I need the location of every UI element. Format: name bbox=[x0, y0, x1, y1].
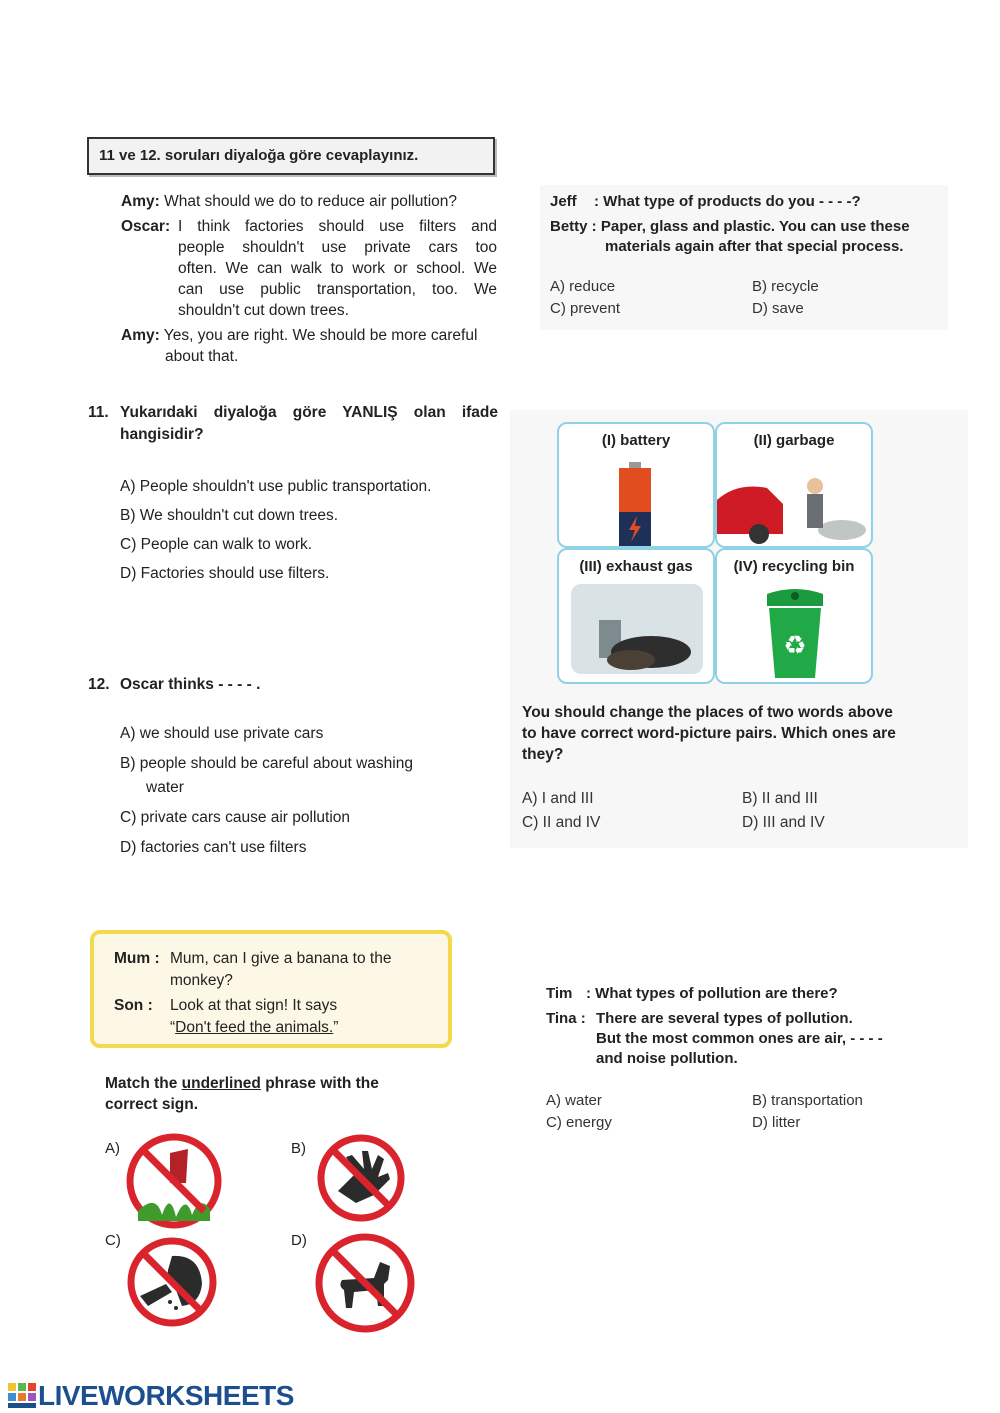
speaker-amy: Amy: bbox=[121, 327, 160, 344]
question-text: to have correct word-picture pairs. Which ones are bbox=[522, 725, 896, 742]
question-text: Match the bbox=[105, 1075, 182, 1092]
speaker-amy: Amy: bbox=[121, 193, 160, 210]
liveworksheets-logo bbox=[8, 1380, 294, 1412]
question-11 bbox=[88, 402, 498, 446]
sign-option-label: C) bbox=[105, 1232, 121, 1249]
answer-option[interactable]: C) private cars cause air pollution bbox=[120, 809, 351, 826]
quote-mark: “ bbox=[170, 1019, 176, 1036]
jeff-betty-panel bbox=[540, 185, 948, 330]
question-text: hangisidir? bbox=[120, 426, 204, 443]
answer-option[interactable]: D) save bbox=[752, 300, 804, 317]
question-text: phrase with the bbox=[260, 1075, 379, 1092]
pictures-question bbox=[522, 702, 896, 765]
oscar-line: I think factories should use filters and bbox=[178, 218, 497, 235]
quote-mark: ” bbox=[333, 1019, 339, 1036]
sign-option-label: D) bbox=[291, 1232, 307, 1249]
answer-option[interactable]: B) recycle bbox=[752, 278, 819, 295]
answer-option[interactable]: B) II and III bbox=[742, 790, 818, 807]
amy-line: What should we do to reduce air pollution? bbox=[164, 193, 458, 210]
logo-text: LIVEWORKSHEETS bbox=[38, 1380, 294, 1411]
tile-exhaust-gas bbox=[557, 548, 715, 684]
oscar-line: often. We can walk to work or school. We bbox=[178, 260, 497, 277]
sign-question bbox=[105, 1073, 379, 1115]
battery-icon bbox=[613, 462, 657, 546]
zoo-dialogue-note bbox=[90, 930, 452, 1048]
pictures-panel bbox=[510, 410, 968, 848]
tile-label: (III) exhaust gas bbox=[579, 558, 693, 575]
answer-option[interactable]: D) Factories should use filters. bbox=[120, 565, 330, 582]
speaker-son: Son : bbox=[114, 997, 153, 1014]
garbage-pile-icon bbox=[571, 584, 703, 674]
dialogue-amy-oscar bbox=[121, 191, 497, 367]
son-line: Look at that sign! It says bbox=[170, 997, 338, 1014]
tina-line: and noise pollution. bbox=[596, 1050, 738, 1067]
answer-option[interactable]: B) transportation bbox=[752, 1092, 863, 1109]
question-text: correct sign. bbox=[105, 1096, 199, 1113]
speaker-tina: Tina : bbox=[546, 1010, 586, 1027]
tim-line: : What types of pollution are there? bbox=[586, 985, 838, 1002]
jeff-line: : What type of products do you - - - -? bbox=[594, 193, 861, 210]
question-11-options bbox=[120, 477, 431, 593]
answer-option[interactable]: A) water bbox=[546, 1092, 602, 1109]
tile-label: (I) battery bbox=[601, 432, 671, 449]
tile-label: (II) garbage bbox=[753, 432, 835, 449]
speaker-mum: Mum : bbox=[114, 950, 160, 967]
answer-option[interactable]: A) I and III bbox=[522, 790, 594, 807]
question-text: Yukarıdaki diyaloğa göre YANLIŞ olan ifade bbox=[120, 404, 498, 421]
no-feeding-animals-sign-icon[interactable] bbox=[126, 1236, 218, 1328]
tile-garbage bbox=[715, 422, 873, 548]
answer-option[interactable]: D) litter bbox=[752, 1114, 801, 1131]
sign-option-label: A) bbox=[105, 1140, 120, 1157]
question-text: You should change the places of two words above bbox=[522, 704, 893, 721]
answer-option[interactable]: D) III and IV bbox=[742, 814, 825, 831]
speaker-betty: Betty : bbox=[550, 218, 597, 235]
tile-recycling-bin bbox=[715, 548, 873, 684]
answer-option[interactable]: B) We shouldn't cut down trees. bbox=[120, 507, 339, 524]
question-12 bbox=[88, 674, 260, 696]
answer-option[interactable]: C) prevent bbox=[550, 300, 621, 317]
question-text: Oscar thinks - - - - . bbox=[120, 676, 261, 693]
tina-line: But the most common ones are air, - - - - bbox=[596, 1030, 883, 1047]
question-text: underlined bbox=[181, 1075, 261, 1092]
answer-option[interactable]: A) we should use private cars bbox=[120, 725, 324, 742]
betty-line: Paper, glass and plastic. You can use these bbox=[600, 218, 910, 235]
tile-battery bbox=[557, 422, 715, 548]
question-text: they? bbox=[522, 746, 564, 763]
answer-option[interactable]: C) energy bbox=[546, 1114, 612, 1131]
answer-option[interactable]: A) reduce bbox=[550, 278, 616, 295]
answer-option-continuation: water bbox=[146, 779, 184, 796]
answer-option[interactable]: C) II and IV bbox=[522, 814, 601, 831]
no-dogs-sign-icon[interactable] bbox=[314, 1232, 416, 1334]
logo-blocks-icon bbox=[8, 1383, 36, 1409]
answer-option[interactable]: A) People shouldn't use public transportation. bbox=[120, 478, 432, 495]
answer-option[interactable]: C) People can walk to work. bbox=[120, 536, 313, 553]
underlined-phrase: Don't feed the animals. bbox=[175, 1019, 334, 1036]
mum-line: Mum, can I give a banana to the bbox=[170, 950, 392, 967]
oscar-line: people shouldn't use private cars too bbox=[178, 239, 497, 256]
oscar-line: can use public transportation, too. We bbox=[178, 281, 497, 298]
answer-option[interactable]: B) people should be careful about washing bbox=[120, 755, 413, 772]
no-touching-sign-icon[interactable] bbox=[316, 1133, 406, 1223]
tina-line: There are several types of pollution. bbox=[596, 1010, 853, 1027]
tile-label: (IV) recycling bin bbox=[733, 558, 855, 575]
car-exhaust-icon bbox=[717, 464, 867, 546]
sign-option-label: B) bbox=[291, 1140, 306, 1157]
tim-tina-dialogue bbox=[546, 984, 883, 1069]
recycling-bin-icon bbox=[759, 584, 831, 680]
instruction-header: 11 ve 12. soruları diyaloğa göre cevaplayınız. bbox=[87, 137, 495, 175]
question-12-options bbox=[120, 724, 480, 868]
speaker-jeff: Jeff bbox=[550, 193, 577, 210]
no-trampling-grass-sign-icon[interactable] bbox=[126, 1133, 222, 1229]
question-number: 12. bbox=[88, 676, 110, 693]
mum-line: monkey? bbox=[170, 972, 233, 989]
answer-option[interactable]: D) factories can't use filters bbox=[120, 839, 307, 856]
oscar-line: shouldn't cut down trees. bbox=[178, 302, 349, 319]
speaker-oscar: Oscar: bbox=[121, 218, 171, 235]
amy-line: about that. bbox=[165, 348, 239, 365]
svg-text:♻: ♻ bbox=[783, 631, 807, 661]
question-number: 11. bbox=[88, 404, 109, 421]
betty-line: materials again after that special process. bbox=[605, 238, 904, 255]
amy-line: Yes, you are right. We should be more careful bbox=[163, 327, 478, 344]
speaker-tim: Tim bbox=[546, 985, 573, 1002]
